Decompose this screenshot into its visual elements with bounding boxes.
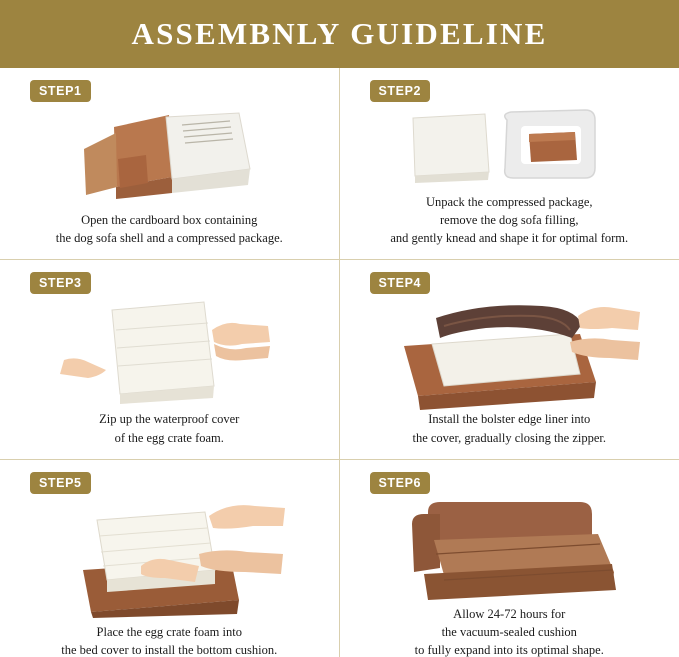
step-illustration-1 [14, 98, 325, 211]
step-cell-1 [0, 68, 340, 260]
step-illustration-3 [14, 290, 325, 410]
step-badge-5: STEP5 [30, 472, 91, 494]
step-caption-6: Allow 24-72 hours for the vacuum-sealed cushion to fully expand into its optimal shape. [414, 606, 604, 657]
step-badge-6: STEP6 [370, 472, 431, 494]
step-cell-2 [340, 68, 679, 260]
step-caption-1: Open the cardboard box containing the dog sofa shell and a compressed package. [55, 213, 283, 246]
zipping-waterproof-cover-icon [54, 290, 284, 410]
step-caption-2: Unpack the compressed package, remove the dog sofa filling, and gently knead and shape it for optimal form. [390, 195, 629, 246]
step-caption-5: Place the egg crate foam into the bed cover to install the bottom cushion. [61, 624, 278, 657]
placing-egg-crate-foam-icon [49, 494, 289, 619]
page-header [0, 0, 679, 68]
steps-grid [0, 68, 679, 657]
step-badge-3: STEP3 [30, 272, 91, 294]
step-illustration-2 [354, 98, 666, 193]
cardboard-box-with-sofa-shell-icon [54, 107, 284, 202]
step-badge-2: STEP2 [370, 80, 431, 102]
step-badge-4: STEP4 [370, 272, 431, 294]
installing-bolster-edge-liner-icon [374, 290, 644, 410]
step-illustration-4 [354, 290, 666, 410]
step-cell-3 [0, 260, 340, 459]
step-caption-3: Zip up the waterproof cover of the egg crate foam. [99, 412, 240, 445]
compressed-package-and-filling-icon [389, 98, 629, 193]
step-cell-4 [340, 260, 679, 459]
page-title: ASSEMBNLY GUIDELINE [131, 16, 548, 51]
step-caption-4: Install the bolster edge liner into the cover, gradually closing the zipper. [412, 412, 607, 445]
step-illustration-6 [354, 490, 666, 605]
step-cell-5 [0, 460, 340, 657]
finished-dog-sofa-bed-icon [384, 490, 634, 605]
step-cell-6 [340, 460, 679, 657]
step-illustration-5 [14, 490, 325, 623]
step-badge-1: STEP1 [30, 80, 91, 102]
